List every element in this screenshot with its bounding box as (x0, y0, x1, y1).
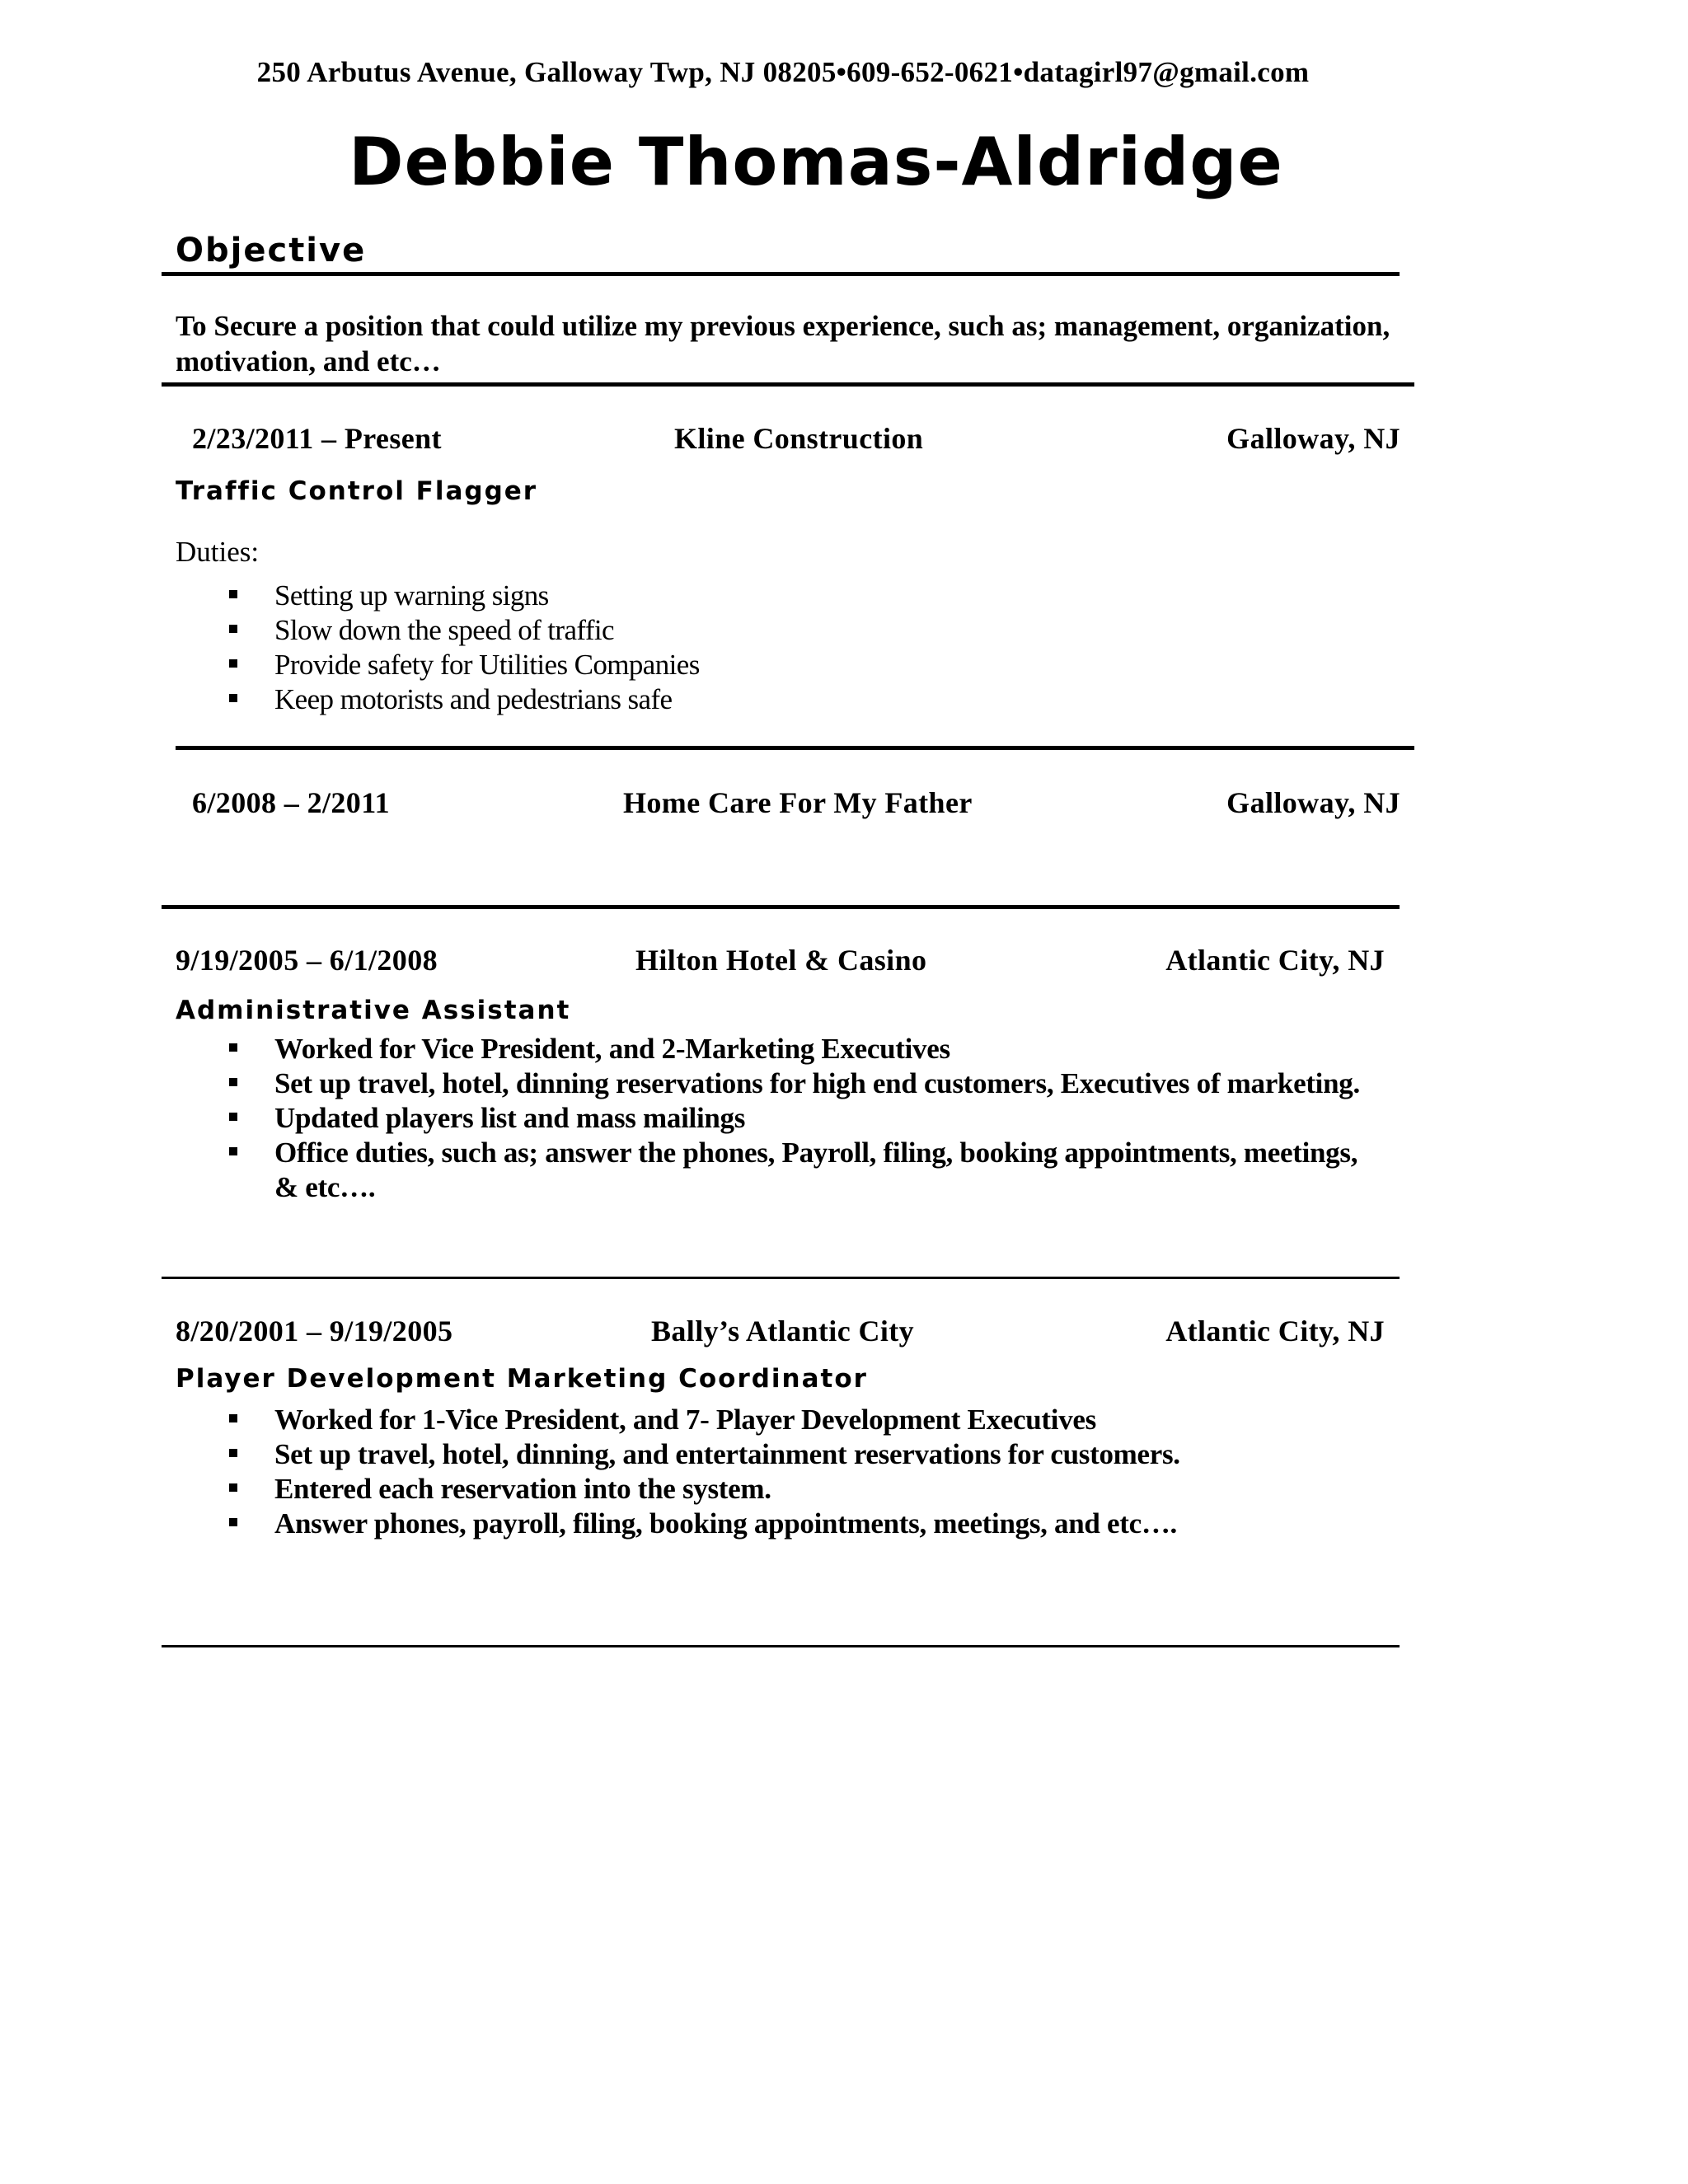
list-item: Keep motorists and pedestrians safe (274, 682, 700, 717)
contact-info: 250 Arbutus Avenue, Galloway Twp, NJ 08205•609-652-0621•datagirl97@gmail.com (256, 56, 1310, 88)
divider (176, 746, 1414, 750)
job-title: Player Development Marketing Coordinator (176, 1364, 868, 1394)
objective-heading: Objective (176, 232, 367, 269)
bullet-icon (229, 1147, 237, 1155)
bullet-icon (229, 1483, 237, 1492)
list-item: Worked for 1-Vice President, and 7- Player Development Executives (274, 1403, 1180, 1437)
bullet-icon (229, 1414, 237, 1422)
duties-label: Duties: (176, 536, 260, 568)
list-item: Office duties, such as; answer the phones, Payroll, filing, booking appointments, meetings, (274, 1136, 1360, 1170)
list-item: Worked for Vice President, and 2-Marketing Executives (274, 1032, 1360, 1066)
bullet-icon (229, 694, 237, 702)
job-employer: Hilton Hotel & Casino (635, 944, 927, 977)
job-employer: Kline Construction (674, 422, 924, 455)
divider (162, 905, 1400, 909)
divider (162, 272, 1400, 276)
job-dates: 8/20/2001 – 9/19/2005 (176, 1315, 453, 1347)
divider (162, 382, 1414, 387)
list-item: Updated players list and mass mailings (274, 1101, 1360, 1136)
job-dates: 6/2008 – 2/2011 (192, 786, 391, 819)
bullet-icon (229, 625, 237, 633)
list-item: Entered each reservation into the system. (274, 1472, 1180, 1507)
list-item: & etc…. (274, 1171, 376, 1203)
job-title: Traffic Control Flagger (176, 476, 538, 506)
divider (162, 1645, 1400, 1647)
objective-text: To Secure a position that could utilize my previous experience, such as; management, organization, motivation, and etc… (176, 310, 1390, 377)
job-location: Atlantic City, NJ (1165, 944, 1385, 977)
bullet-icon (229, 659, 237, 668)
bullet-icon (229, 590, 237, 598)
job-dates: 2/23/2011 – Present (192, 422, 442, 455)
job-employer: Home Care For My Father (623, 786, 973, 819)
list-item: Answer phones, payroll, filing, booking appointments, meetings, and etc…. (274, 1507, 1180, 1541)
list-item: Set up travel, hotel, dinning reservations for high end customers, Executives of marketing. (274, 1066, 1360, 1101)
bullet-icon (229, 1078, 237, 1086)
job-location: Galloway, NJ (1226, 422, 1400, 455)
duties-list (274, 1403, 1180, 1541)
list-item: Provide safety for Utilities Companies (274, 648, 700, 682)
list-item: Set up travel, hotel, dinning, and entertainment reservations for customers. (274, 1437, 1180, 1472)
list-item: Setting up warning signs (274, 579, 700, 613)
job-title: Administrative Assistant (176, 996, 571, 1025)
job-location: Atlantic City, NJ (1165, 1315, 1385, 1347)
bullet-icon (229, 1518, 237, 1526)
duties-list (274, 579, 700, 717)
job-dates: 9/19/2005 – 6/1/2008 (176, 944, 438, 977)
job-location: Galloway, NJ (1226, 786, 1400, 819)
divider (162, 1277, 1400, 1279)
duties-list (274, 1032, 1360, 1205)
candidate-name: Debbie Thomas-Aldridge (349, 124, 1283, 200)
bullet-icon (229, 1113, 237, 1121)
list-item: Slow down the speed of traffic (274, 613, 700, 648)
job-employer: Bally’s Atlantic City (651, 1315, 915, 1347)
bullet-icon (229, 1043, 237, 1052)
bullet-icon (229, 1449, 237, 1457)
